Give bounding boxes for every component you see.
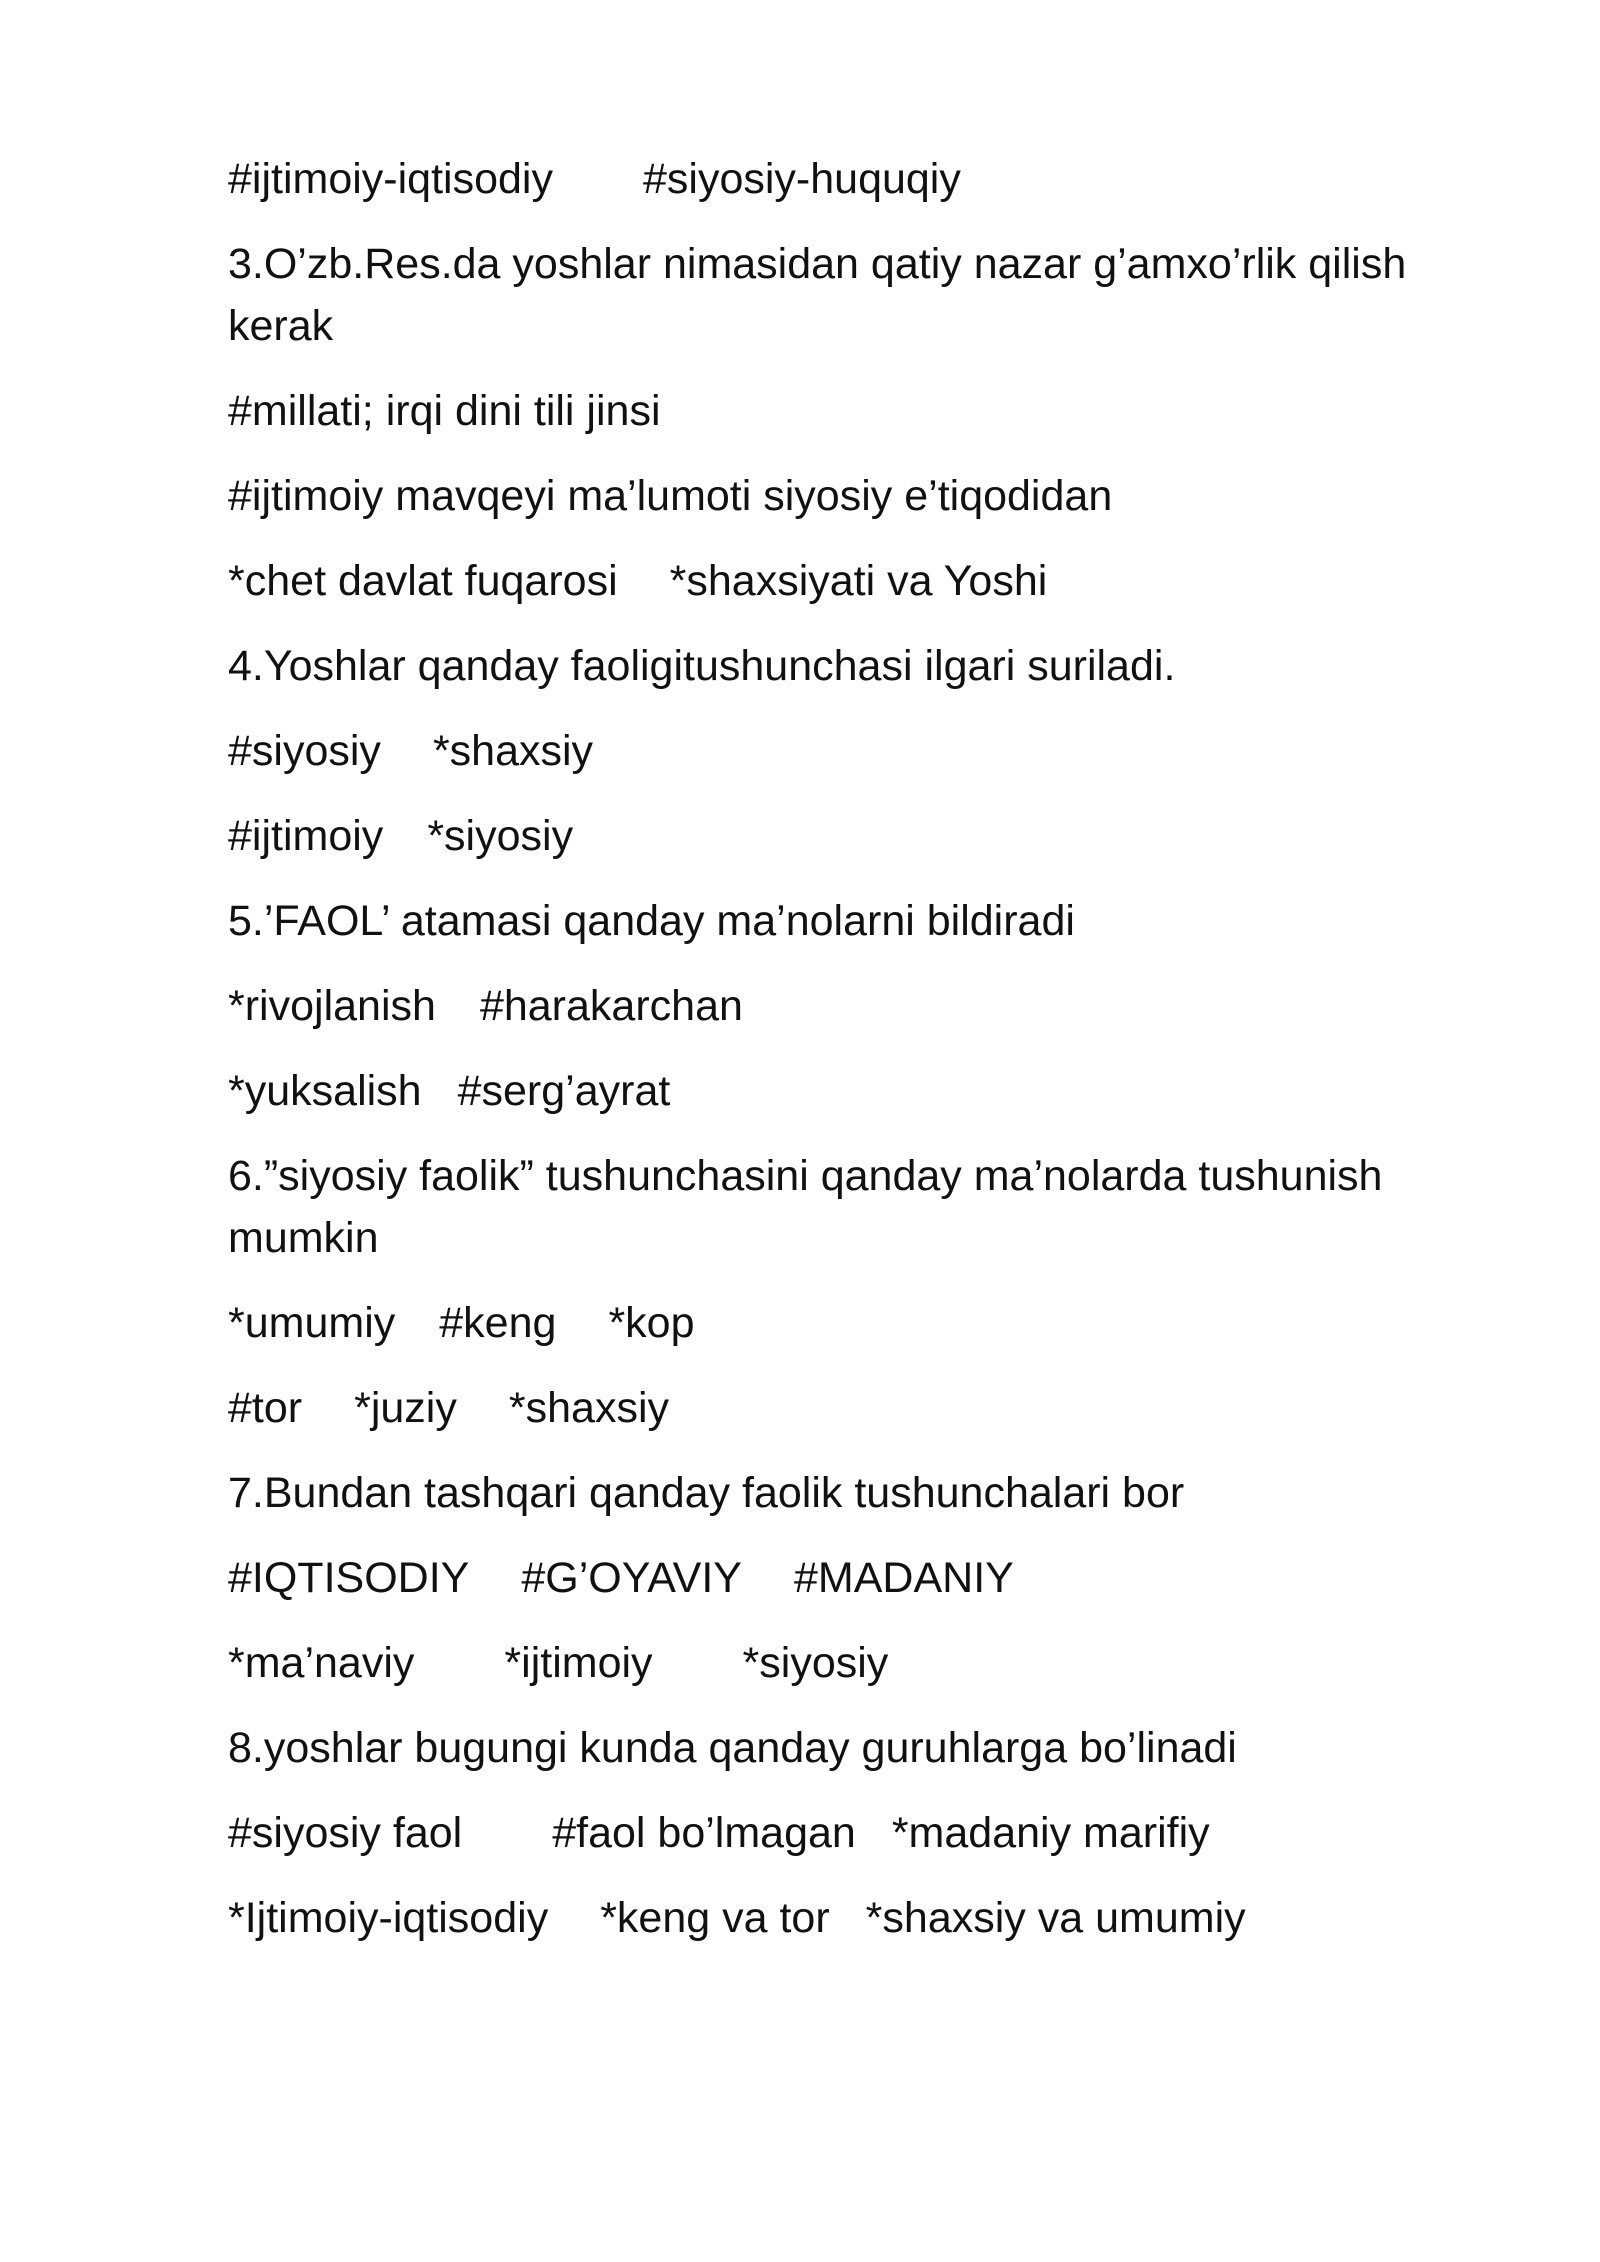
answer-line (228, 1292, 1448, 1354)
answer-option: #siyosiy faol (228, 1809, 463, 1857)
answer-option: *shaxsiy va umumiy (865, 1894, 1246, 1942)
answer-option: #siyosiy-huquqiy (642, 155, 961, 203)
answer-option: #ijtimoiy (228, 812, 384, 860)
answer-option: #MADANIY (794, 1554, 1014, 1602)
question-line: 4.Yoshlar qanday faoligitushunchasi ilgari suriladi. (228, 642, 1176, 690)
question-line: 8.yoshlar bugungi kunda qanday guruhlarga bo’linadi (228, 1724, 1237, 1772)
answer-option: #tor (228, 1384, 303, 1432)
answer-line (228, 1377, 1448, 1439)
answer-option: *yuksalish (228, 1067, 422, 1115)
answer-option: *ijtimoiy (504, 1639, 653, 1687)
answer-option: #ijtimoiy-iqtisodiy (228, 155, 553, 203)
answer-line: #millati; irqi dini tili jinsi (228, 387, 661, 435)
answer-option: #harakarchan (479, 982, 743, 1030)
answer-option: *umumiy (228, 1299, 396, 1347)
answer-line (228, 720, 1448, 782)
answer-option: #faol bo’lmagan (552, 1809, 856, 1857)
answer-line: #ijtimoiy mavqeyi ma’lumoti siyosiy e’tiqodidan (228, 472, 1113, 520)
answer-line (228, 1060, 1448, 1122)
answer-option: *juziy (354, 1384, 457, 1432)
answer-option: #serg’ayrat (457, 1067, 671, 1115)
answer-line (228, 975, 1448, 1037)
answer-option: *chet davlat fuqarosi (228, 557, 618, 605)
question-line: 6.”siyosiy faolik” tushunchasini qanday ma’nolarda tushunish mumkin (228, 1152, 1383, 1262)
answer-option: *shaxsiyati va Yoshi (669, 557, 1048, 605)
answer-option: #IQTISODIY (228, 1554, 470, 1602)
answer-option: *Ijtimoiy-iqtisodiy (228, 1894, 549, 1942)
answer-option: *siyosiy (742, 1639, 889, 1687)
answer-line (228, 1632, 1448, 1694)
question-line: 7.Bundan tashqari qanday faolik tushunchalari bor (228, 1469, 1185, 1517)
answer-line (228, 550, 1448, 612)
answer-line (228, 1802, 1448, 1864)
answer-option: *rivojlanish (228, 982, 436, 1030)
answer-line (228, 1547, 1448, 1609)
answer-option: *shaxsiy (508, 1384, 669, 1432)
answer-option: *kop (608, 1299, 695, 1347)
answer-option: *ma’naviy (228, 1639, 415, 1687)
answer-option: #keng (439, 1299, 557, 1347)
answer-option: *shaxsiy (432, 727, 594, 775)
answer-line (228, 1887, 1448, 1949)
question-line: 3.O’zb.Res.da yoshlar nimasidan qatiy nazar g’amxo’rlik qilish kerak (228, 240, 1407, 350)
answer-option: *keng va tor (600, 1894, 830, 1942)
answer-option: *madaniy marifiy (891, 1809, 1210, 1857)
document-body (228, 148, 1448, 1972)
answer-option: #G’OYAVIY (521, 1554, 742, 1602)
answer-line (228, 805, 1448, 867)
answer-option: #siyosiy (228, 727, 381, 775)
answer-option: *siyosiy (427, 812, 574, 860)
question-line: 5.’FAOL’ atamasi qanday ma’nolarni bildiradi (228, 897, 1075, 945)
answer-line (228, 148, 1448, 210)
